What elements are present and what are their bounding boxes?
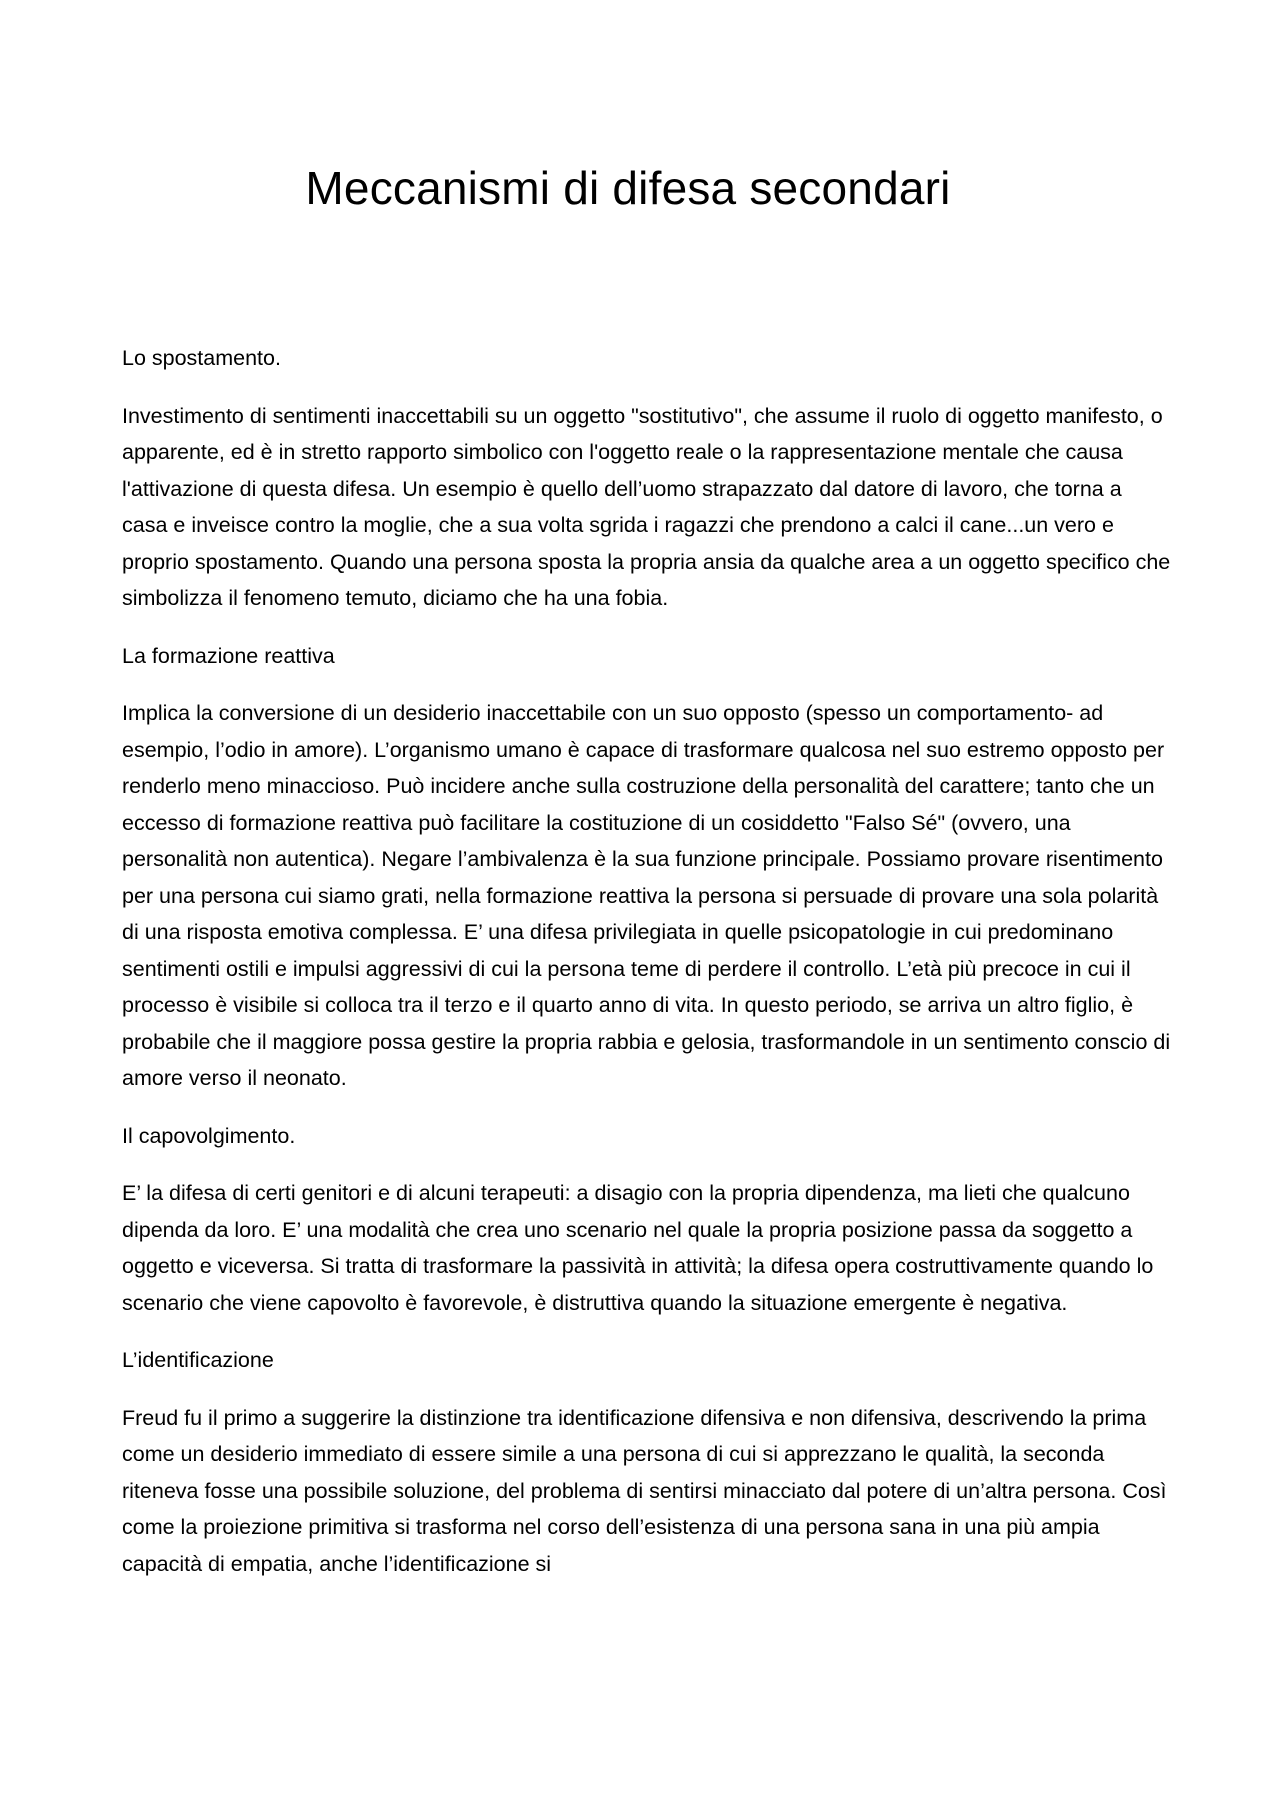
section-paragraph-formazione-reattiva: Implica la conversione di un desiderio inaccettabile con un suo opposto (spesso un comportamento- ad esempio, l’odio in amore). L’organismo umano è capace di trasformare qualcosa nel suo estremo opposto per renderlo meno minaccioso. Può incidere anche sulla costruzione della personalità del carattere; tanto che un eccesso di formazione reattiva può facilitare la costituzione di un cosiddetto "Falso Sé" (ovvero, una personalità non autentica). Negare l’ambivalenza è la sua funzione principale. Possiamo provare risentimento per una persona cui siamo grati, nella formazione reattiva la persona si persuade di provare una sola polarità di una risposta emotiva complessa. E’ una difesa privilegiata in quelle psicopatologie in cui predominano sentimenti ostili e impulsi aggressivi di cui la persona teme di perdere il controllo. L’età più precoce in cui il processo è visibile si colloca tra il terzo e il quarto anno di vita. In questo periodo, se arriva un altro figlio, è probabile che il maggiore possa gestire la propria rabbia e gelosia, trasformandole in un sentimento conscio di amore verso il neonato. (122, 701, 1171, 1090)
section-paragraph-capovolgimento: E’ la difesa di certi genitori e di alcuni terapeuti: a disagio con la propria dipendenza, ma lieti che qualcuno dipenda da loro. E’ una modalità che crea uno scenario nel quale la propria posizione passa da soggetto a oggetto e viceversa. Si tratta di trasformare la passività in attività; la difesa opera costruttivamente quando lo scenario che viene capovolto è favorevole, è distruttiva quando la situazione emergente è negativa. (122, 1181, 1154, 1315)
section-heading-spostamento: Lo spostamento. (122, 346, 281, 370)
section-paragraph-identificazione: Freud fu il primo a suggerire la distinzione tra identificazione difensiva e non difensiva, descrivendo la prima come un desiderio immediato di essere simile a una persona di cui si apprezzano le qualità, la seconda riteneva fosse una possibile soluzione, del problema di sentirsi minacciato dal potere di un’altra persona. Così come la proiezione primitiva si trasforma nel corso dell’esistenza di una persona sana in una più ampia capacità di empatia, anche l’identificazione si (122, 1405, 1167, 1576)
section-heading-capovolgimento: Il capovolgimento. (122, 1123, 296, 1148)
document-title: Meccanismi di difesa secondari (305, 162, 951, 214)
section-paragraph-spostamento: Investimento di sentimenti inaccettabili su un oggetto "sostitutivo", che assume il ruolo di oggetto manifesto, o apparente, ed è in stretto rapporto simbolico con l'oggetto reale o la rappresentazione mentale che causa l'attivazione di questa difesa. Un esempio è quello dell’uomo strapazzato dal datore di lavoro, che torna a casa e inveisce contro la moglie, che a sua volta sgrida i ragazzi che prendono a calci il cane...un vero e proprio spostamento. Quando una persona sposta la propria ansia da qualche area a un oggetto specifico che simbolizza il fenomeno temuto, diciamo che ha una fobia. (122, 403, 1171, 610)
section-heading-formazione-reattiva: La formazione reattiva (122, 643, 335, 668)
section-heading-identificazione: L’identificazione (122, 1348, 274, 1372)
document-body (122, 340, 1172, 1603)
